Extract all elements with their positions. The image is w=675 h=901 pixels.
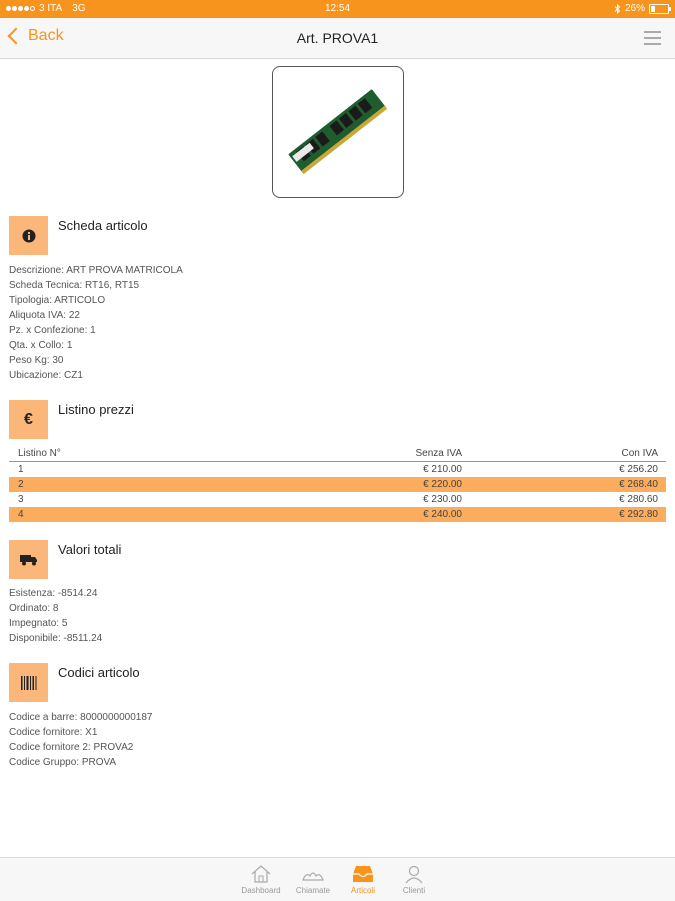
tab-bar [0,857,675,901]
info-row: Pz. x Confezione: 1 [9,325,96,336]
section-title-listino: Listino prezzi [58,402,134,417]
info-icon [22,229,36,243]
info-row: Scheda Tecnica: RT16, RT15 [9,280,140,291]
info-row: Codice fornitore 2: PROVA2 [9,742,134,753]
back-label: Back [28,27,64,44]
section-title-scheda: Scheda articolo [58,218,148,233]
tab-clienti[interactable] [389,862,439,895]
info-row: Aliquota IVA: 22 [9,310,80,321]
info-row: Peso Kg: 30 [9,355,64,366]
cell-senza-iva: € 220.00 [423,479,462,490]
cell-senza-iva: € 230.00 [423,494,462,505]
cell-con-iva: € 256.20 [619,464,658,475]
tab-label: Dashboard [241,886,281,895]
battery-percent: 26% [624,3,645,14]
cell-listino-n: 3 [18,494,24,505]
cell-con-iva: € 268.40 [619,479,658,490]
info-section-icon [9,216,48,255]
ram-module-image [273,67,403,197]
status-bar [0,0,675,18]
section-title-codici: Codici articolo [58,665,140,680]
info-row: Codice Gruppo: PROVA [9,757,117,768]
tab-label: Articoli [350,886,375,895]
tab-chiamate[interactable] [288,862,338,895]
price-section-icon [9,400,48,439]
info-row: Codice a barre: 8000000000187 [9,712,153,723]
tab-label: Clienti [402,886,426,895]
page-title: Art. PROVA1 [296,30,379,46]
info-row: Qta. x Collo: 1 [9,340,73,351]
cell-listino-n: 4 [18,509,24,520]
tab-dashboard[interactable] [236,862,286,895]
tab-label: Chiamate [295,886,331,895]
col-header-listino: Listino N° [18,447,61,459]
section-title-valori: Valori totali [58,542,122,557]
truck-icon [20,554,38,566]
user-icon [404,864,424,884]
table-row[interactable] [9,507,666,522]
info-row: Ubicazione: CZ1 [9,370,83,381]
cell-listino-n: 2 [18,479,24,490]
totals-section-icon [9,540,48,579]
info-row: Disponibile: -8511.24 [9,633,103,644]
info-row: Descrizione: ART PROVA MATRICOLA [9,265,183,276]
tray-icon [352,864,374,884]
carrier-label: 3 ITA [39,3,63,14]
info-row: Codice fornitore: X1 [9,727,98,738]
bluetooth-icon [614,4,621,14]
price-table-header [9,445,666,462]
cell-senza-iva: € 240.00 [423,509,462,520]
cell-listino-n: 1 [18,464,24,475]
euro-icon: € [24,410,33,428]
totals-info-list [9,586,102,646]
price-table [9,445,666,522]
cell-con-iva: € 292.80 [619,509,658,520]
info-row: Esistenza: -8514.24 [9,588,98,599]
codes-section-icon [9,663,48,702]
info-row: Ordinato: 8 [9,603,59,614]
table-row[interactable] [9,492,666,507]
col-header-con-iva: Con IVA [621,447,658,459]
tab-articoli[interactable] [338,862,388,895]
table-row[interactable] [9,462,666,477]
codes-info-list [9,710,152,770]
cell-senza-iva: € 210.00 [423,464,462,475]
navigation-bar [0,18,675,59]
status-right [614,3,669,14]
col-header-senza-iva: Senza IVA [415,447,462,459]
info-row: Impegnato: 5 [9,618,68,629]
table-row[interactable] [9,477,666,492]
calls-icon [302,866,324,882]
info-row: Tipologia: ARTICOLO [9,295,106,306]
scheda-info-list [9,263,183,383]
barcode-icon [20,675,38,691]
home-icon [250,864,272,884]
status-time: 12:54 [324,3,351,14]
network-label: 3G [72,3,86,14]
battery-icon [649,4,669,14]
menu-icon[interactable] [644,31,661,49]
cell-con-iva: € 280.60 [619,494,658,505]
product-image[interactable] [272,66,404,198]
